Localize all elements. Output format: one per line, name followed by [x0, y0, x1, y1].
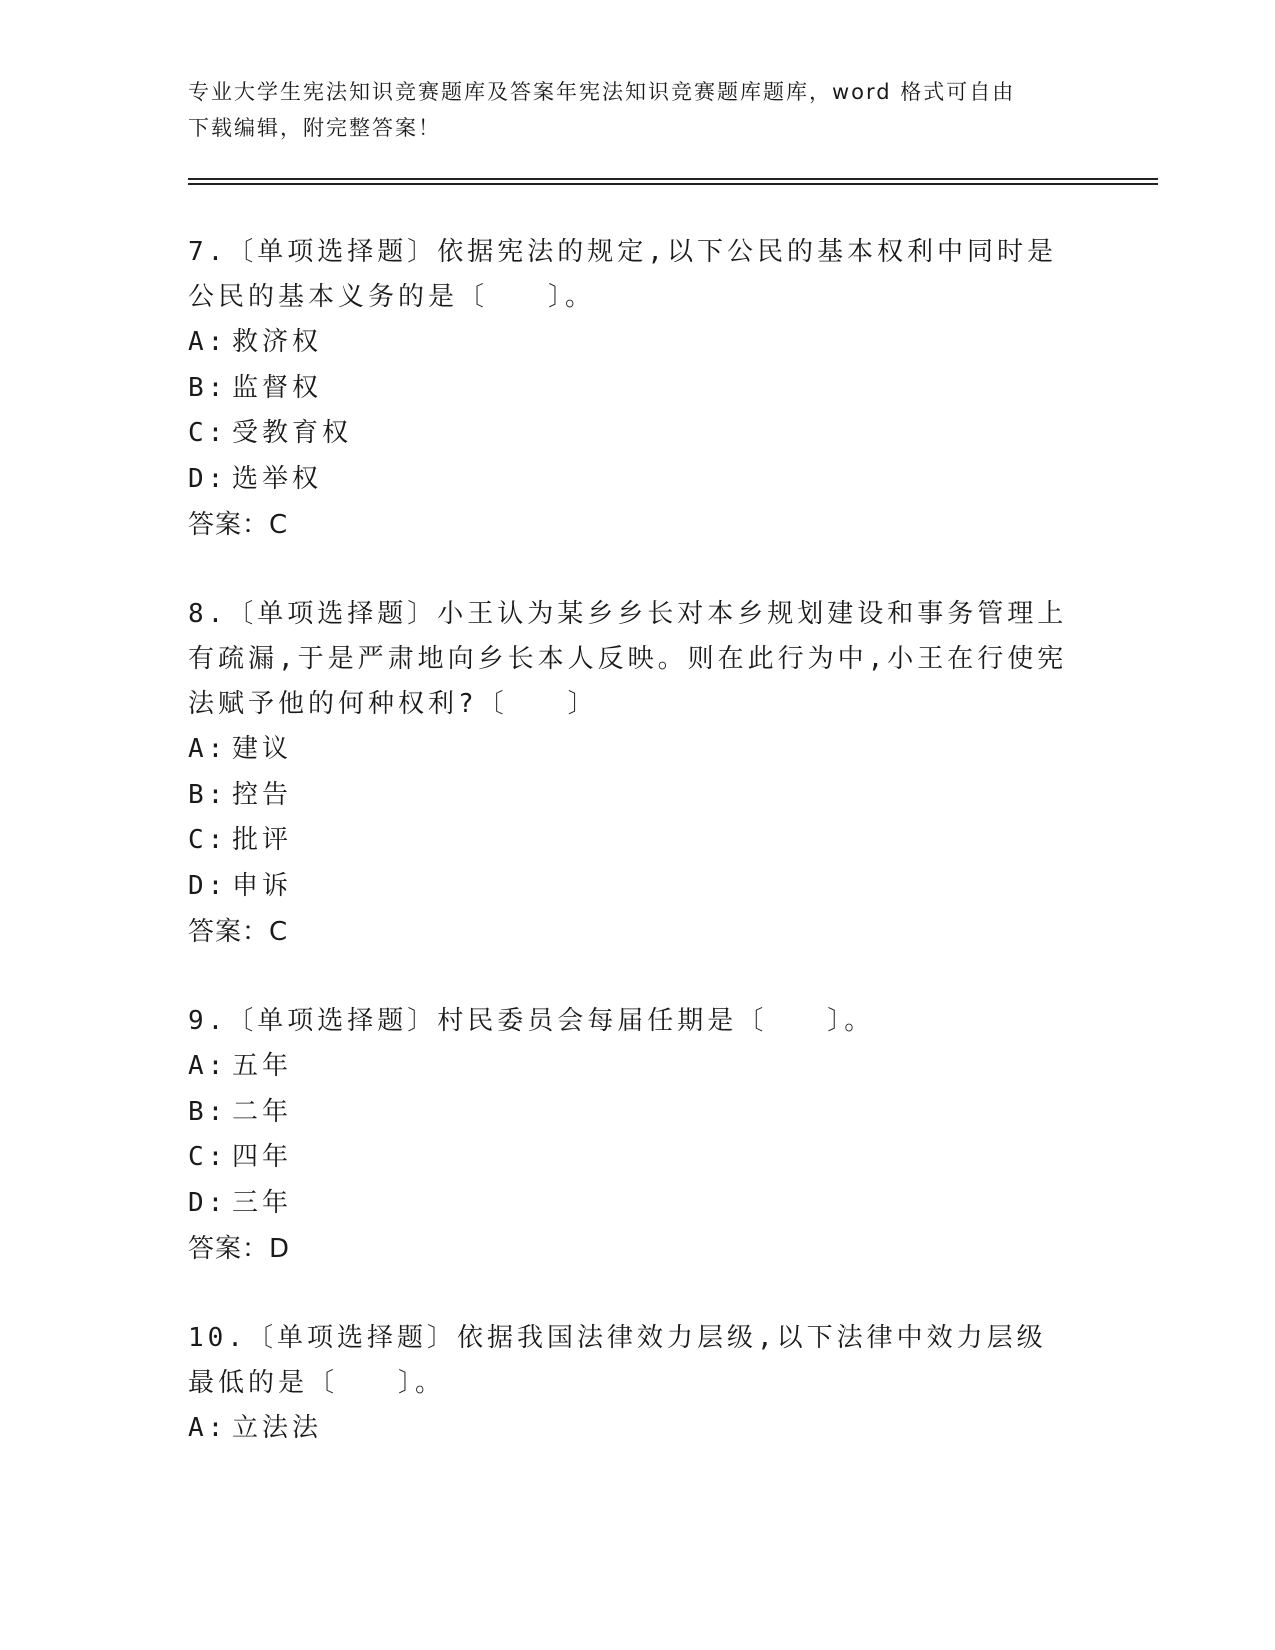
option-text: 申诉: [232, 870, 293, 901]
option-a: [188, 727, 1088, 773]
option-text: 二年: [232, 1096, 293, 1127]
option-text: 控告: [232, 779, 293, 810]
answer-line: 答案：D: [188, 1234, 291, 1264]
option-label: D:: [188, 870, 228, 901]
option-label: B:: [188, 372, 228, 403]
option-text: 受教育权: [232, 418, 353, 448]
option-label: D:: [188, 1187, 228, 1218]
question-7: [188, 230, 1088, 548]
option-d: [188, 457, 1088, 503]
option-b: [188, 366, 1088, 412]
question-text: 8.〔单项选择题〕小王认为某乡乡长对本乡规划建设和事务管理上有疏漏,于是严肃地向乡长本人反映。则在此行为中,小王在行使宪法赋予他的何种权利?〔 〕: [188, 599, 1068, 719]
option-label: B:: [188, 779, 228, 810]
header-line-2: 下载编辑，附完整答案！: [188, 116, 441, 140]
option-c: [188, 1135, 1088, 1181]
option-label: A:: [188, 1413, 228, 1443]
option-text: 救济权: [232, 327, 323, 357]
option-d: [188, 1181, 1088, 1227]
option-a: [188, 320, 1088, 366]
document-header: [188, 74, 1068, 146]
question-text: 10.〔单项选择题〕依据我国法律效力层级,以下法律中效力层级最低的是〔 〕。: [188, 1323, 1047, 1398]
question-10: [188, 1316, 1088, 1452]
option-label: C:: [188, 418, 228, 448]
option-label: A:: [188, 327, 228, 357]
question-9: [188, 999, 1088, 1272]
option-d: [188, 864, 1088, 910]
option-text: 立法法: [232, 1413, 323, 1443]
header-line-1: 专业大学生宪法知识竞赛题库及答案年宪法知识竞赛题库题库，word 格式可自由: [188, 80, 1016, 104]
option-b: [188, 1090, 1088, 1136]
option-label: D:: [188, 463, 228, 494]
option-label: C:: [188, 1142, 228, 1172]
question-text: 9.〔单项选择题〕村民委员会每届任期是〔 〕。: [188, 1006, 875, 1036]
option-a: [188, 1044, 1088, 1090]
answer-line: 答案：C: [188, 510, 289, 540]
question-8: [188, 592, 1088, 955]
header-divider-top: [188, 178, 1158, 180]
option-c: [188, 411, 1088, 457]
option-c: [188, 818, 1088, 864]
option-a: [188, 1406, 1088, 1452]
question-list: [188, 230, 1088, 1496]
answer-line: 答案：C: [188, 917, 289, 947]
header-divider-bottom: [188, 183, 1158, 185]
option-text: 建议: [232, 734, 293, 764]
option-label: A:: [188, 734, 228, 764]
option-text: 监督权: [232, 372, 323, 403]
option-text: 三年: [232, 1187, 293, 1218]
option-label: B:: [188, 1096, 228, 1127]
option-text: 五年: [232, 1051, 293, 1081]
option-text: 四年: [232, 1142, 293, 1172]
option-b: [188, 773, 1088, 819]
option-text: 选举权: [232, 463, 323, 494]
option-text: 批评: [232, 825, 293, 855]
question-text: 7.〔单项选择题〕依据宪法的规定,以下公民的基本权利中同时是公民的基本义务的是〔 〕。: [188, 237, 1057, 312]
option-label: C:: [188, 825, 228, 855]
option-label: A:: [188, 1051, 228, 1081]
